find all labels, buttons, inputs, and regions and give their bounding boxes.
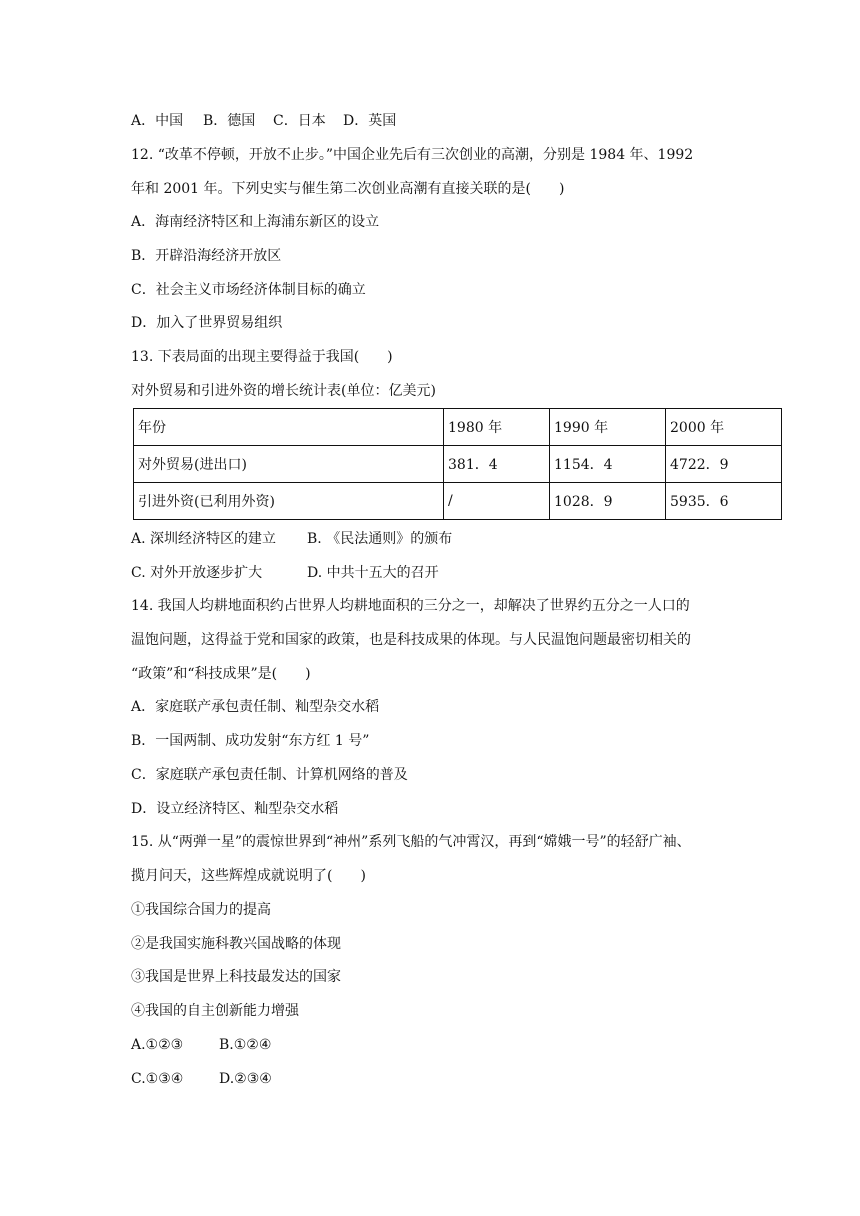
q15-option-b: B.①②④ bbox=[219, 1037, 272, 1053]
table-header-cell: 年份 bbox=[134, 409, 444, 446]
q13-options-row1 bbox=[131, 529, 452, 549]
q15-options-row1 bbox=[131, 1035, 271, 1055]
q12-option-d: D．加入了世界贸易组织 bbox=[131, 315, 283, 331]
q15-statement-4: ④我国的自主创新能力增强 bbox=[131, 1003, 299, 1019]
table-header-row bbox=[134, 409, 782, 446]
q11-option-c: C．日本 bbox=[273, 113, 326, 129]
q14-stem-line3: “政策”和“科技成果”是( ) bbox=[131, 666, 311, 682]
table-header-cell: 1980 年 bbox=[444, 409, 550, 446]
q13-option-a: A. 深圳经济特区的建立 bbox=[131, 531, 277, 547]
table-row bbox=[134, 483, 782, 520]
q12-option-a: A．海南经济特区和上海浦东新区的设立 bbox=[131, 214, 380, 230]
q11-option-b: B．德国 bbox=[203, 113, 256, 129]
q12-option-c: C．社会主义市场经济体制目标的确立 bbox=[131, 282, 366, 298]
q11-options bbox=[131, 111, 396, 131]
q13-option-d: D. 中共十五大的召开 bbox=[307, 565, 439, 581]
q15-statement-1: ①我国综合国力的提高 bbox=[131, 902, 271, 918]
table-cell: 1028．9 bbox=[550, 483, 666, 520]
q15-statement-2: ②是我国实施科教兴国战略的体现 bbox=[131, 936, 341, 952]
q11-option-a: A．中国 bbox=[131, 113, 184, 129]
q15-option-c: C.①③④ bbox=[131, 1071, 184, 1087]
q14-option-d: D．设立经济特区、籼型杂交水稻 bbox=[131, 801, 339, 817]
stats-table bbox=[133, 408, 782, 520]
table-header-cell: 1990 年 bbox=[550, 409, 666, 446]
q14-option-a: A．家庭联产承包责任制、籼型杂交水稻 bbox=[131, 699, 380, 715]
q13-option-c: C. 对外开放逐步扩大 bbox=[131, 565, 263, 581]
q13-table-title: 对外贸易和引进外资的增长统计表(单位：亿美元) bbox=[131, 383, 436, 399]
q12-stem-line1: 12. “改革不停顿，开放不止步。”中国企业先后有三次创业的高潮，分别是 1984 年、1992 bbox=[131, 147, 694, 163]
table-cell: 对外贸易(进出口) bbox=[134, 446, 444, 483]
table-cell: 引进外资(已利用外资) bbox=[134, 483, 444, 520]
q14-option-b: B．一国两制、成功发射“东方红 1 号” bbox=[131, 733, 370, 749]
table-cell: / bbox=[444, 483, 550, 520]
q11-option-d: D．英国 bbox=[343, 113, 397, 129]
table-row bbox=[134, 446, 782, 483]
table-cell: 5935．6 bbox=[666, 483, 782, 520]
q15-statement-3: ③我国是世界上科技最发达的国家 bbox=[131, 969, 341, 985]
table-header-cell: 2000 年 bbox=[666, 409, 782, 446]
q14-option-c: C．家庭联产承包责任制、计算机网络的普及 bbox=[131, 767, 408, 783]
q15-option-a: A.①②③ bbox=[131, 1037, 184, 1053]
q13-stem: 13. 下表局面的出现主要得益于我国( ) bbox=[131, 349, 393, 365]
q12-option-b: B．开辟沿海经济开放区 bbox=[131, 248, 282, 264]
q14-stem-line2: 温饱问题，这得益于党和国家的政策，也是科技成果的体现。与人民温饱问题最密切相关的 bbox=[131, 632, 691, 648]
table-cell: 4722．9 bbox=[666, 446, 782, 483]
table-cell: 1154．4 bbox=[550, 446, 666, 483]
q12-stem-line2: 年和 2001 年。下列史实与催生第二次创业高潮有直接关联的是( ) bbox=[131, 181, 565, 197]
q15-stem-line1: 15. 从“两弹一星”的震惊世界到“神州”系列飞船的气冲霄汉，再到“嫦娥一号”的轻舒广袖、 bbox=[131, 834, 691, 850]
q15-options-row2 bbox=[131, 1069, 272, 1089]
table-cell: 381．4 bbox=[444, 446, 550, 483]
q15-stem-line2: 揽月问天，这些辉煌成就说明了( ) bbox=[131, 868, 366, 884]
q13-option-b: B. 《民法通则》的颁布 bbox=[307, 531, 453, 547]
q14-stem-line1: 14. 我国人均耕地面积约占世界人均耕地面积的三分之一，却解决了世界约五分之一人口的 bbox=[131, 598, 690, 614]
q13-options-row2 bbox=[131, 563, 439, 583]
q15-option-d: D.②③④ bbox=[219, 1071, 272, 1087]
